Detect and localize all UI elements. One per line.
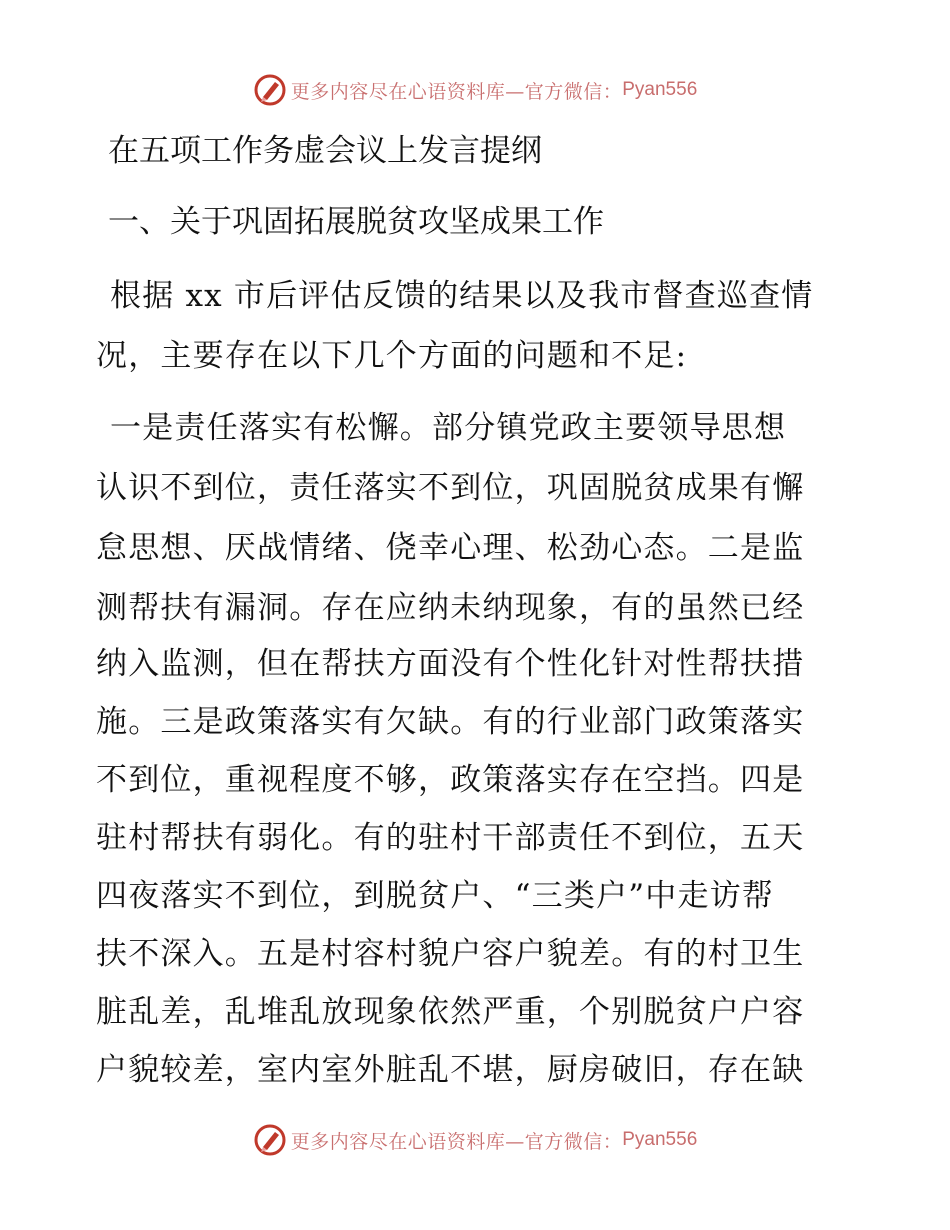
text-line: 驻村帮扶有弱化。有的驻村干部责任不到位，五天 — [96, 820, 805, 856]
watermark-text: 更多内容尽在心语资料库—官方微信： — [290, 1130, 623, 1153]
footer-watermark — [0, 1120, 950, 1160]
watermark-wechat-id: Pyan556 — [622, 1129, 698, 1150]
pen-logo-icon — [253, 73, 287, 107]
watermark-wechat-id: Pyan556 — [622, 79, 698, 100]
text-line: 四夜落实不到位，到脱贫户、“三类户”中走访帮 — [96, 878, 775, 914]
text-line: 不到位，重视程度不够，政策落实存在空挡。四是 — [96, 762, 805, 798]
document-title: 在五项工作务虚会议上发言提纲 — [108, 133, 542, 169]
text-line: 户貌较差，室内室外脏乱不堪，厨房破旧，存在缺 — [96, 1052, 805, 1088]
text-line: 怠思想、厌战情绪、侥幸心理、松劲心态。二是监 — [96, 530, 805, 566]
watermark-text: 更多内容尽在心语资料库—官方微信： — [290, 80, 623, 103]
text-line: 一是责任落实有松懈。部分镇党政主要领导思想 — [110, 410, 787, 446]
text-line: 纳入监测，但在帮扶方面没有个性化针对性帮扶措 — [96, 646, 805, 682]
section-heading: 一、关于巩固拓展脱贫攻坚成果工作 — [108, 204, 604, 240]
text-line: 况，主要存在以下几个方面的问题和不足: — [96, 338, 688, 374]
header-watermark — [0, 70, 950, 110]
text-line: 测帮扶有漏洞。存在应纳未纳现象，有的虽然已经 — [96, 590, 805, 626]
text-line: 认识不到位，责任落实不到位，巩固脱贫成果有懈 — [96, 470, 805, 506]
text-line: 扶不深入。五是村容村貌户容户貌差。有的村卫生 — [96, 936, 805, 972]
text-line: 施。三是政策落实有欠缺。有的行业部门政策落实 — [96, 704, 805, 740]
text-line: 根据 xx 市后评估反馈的结果以及我市督查巡查情 — [110, 278, 814, 314]
pen-logo-icon — [253, 1123, 287, 1157]
text-line: 脏乱差，乱堆乱放现象依然严重，个别脱贫户户容 — [96, 994, 805, 1030]
